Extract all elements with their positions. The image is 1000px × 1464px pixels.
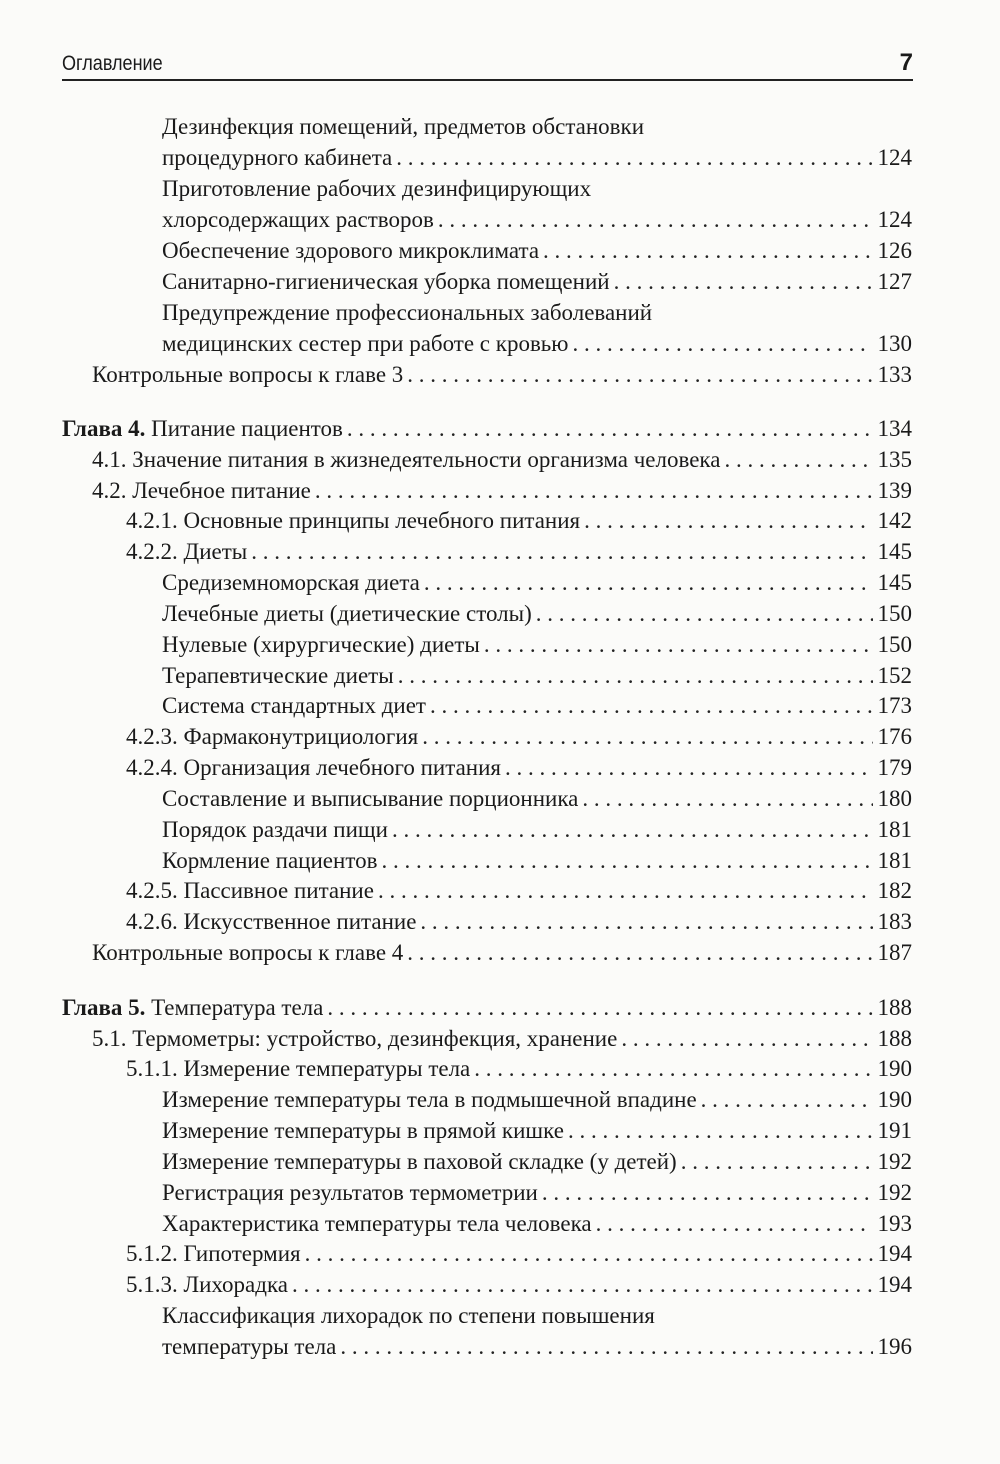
toc-entry-text: 5.1.3. Лихорадка bbox=[126, 1272, 288, 1297]
leader-dots bbox=[347, 415, 873, 443]
toc-entry-page: 150 bbox=[877, 601, 912, 626]
toc-entry bbox=[126, 1271, 912, 1301]
leader-dots bbox=[340, 1333, 872, 1361]
toc-entry-text: 4.2.1. Основные принципы лечебного питания bbox=[126, 508, 581, 533]
toc-entry bbox=[162, 847, 912, 877]
toc-entry bbox=[162, 1179, 912, 1209]
leader-dots bbox=[407, 939, 872, 967]
toc-entry bbox=[126, 507, 912, 537]
toc-entry bbox=[162, 1333, 912, 1363]
toc-entry-text: Кормление пациентов bbox=[162, 848, 378, 873]
leader-dots bbox=[724, 446, 872, 474]
toc-entry-page: 180 bbox=[877, 786, 912, 811]
leader-dots bbox=[398, 662, 873, 690]
toc-entry-text: 4.1. Значение питания в жизнедеятельности организма человека bbox=[92, 447, 721, 472]
toc-entry bbox=[92, 1025, 912, 1055]
toc-entry-page: 127 bbox=[877, 269, 912, 294]
toc-entry bbox=[162, 144, 912, 174]
leader-dots bbox=[424, 569, 873, 597]
toc-entry-page: 191 bbox=[877, 1118, 912, 1143]
toc-entry bbox=[92, 446, 912, 476]
toc-entry bbox=[162, 1117, 912, 1147]
toc-entry bbox=[162, 1148, 912, 1178]
toc-entry-page: 194 bbox=[877, 1272, 912, 1297]
leader-dots bbox=[474, 1055, 872, 1083]
toc-entry-text: 5.1.2. Гипотермия bbox=[126, 1241, 301, 1266]
toc-entry-text: Контрольные вопросы к главе 4 bbox=[92, 940, 404, 965]
toc-entry-text: Терапевтические диеты bbox=[162, 663, 394, 688]
toc-entry-text: 5.1.1. Измерение температуры тела bbox=[126, 1056, 471, 1081]
toc-entry-text: Контрольные вопросы к главе 3 bbox=[92, 362, 404, 387]
toc-entry-text: Средиземноморская диета bbox=[162, 570, 420, 595]
toc-entry-page: 192 bbox=[877, 1149, 912, 1174]
toc-entry-text: Нулевые (хирургические) диеты bbox=[162, 632, 480, 657]
toc-entry-text: Измерение температуры в паховой складке (у детей) bbox=[162, 1149, 677, 1174]
chapter-label: Глава 4. bbox=[62, 416, 146, 441]
leader-dots bbox=[407, 361, 872, 389]
toc-entry bbox=[162, 113, 912, 143]
toc-entry bbox=[126, 908, 912, 938]
toc-entry-page: 196 bbox=[877, 1334, 912, 1359]
toc-entry bbox=[162, 816, 912, 846]
leader-dots bbox=[422, 723, 872, 751]
toc-entry bbox=[126, 1055, 912, 1085]
toc-entry-page: 139 bbox=[877, 478, 912, 503]
toc-entry-page: 150 bbox=[877, 632, 912, 657]
toc-entry bbox=[162, 268, 912, 298]
leader-dots bbox=[542, 1179, 873, 1207]
leader-dots bbox=[543, 237, 872, 265]
toc-entry bbox=[162, 330, 912, 360]
toc-entry-page: 188 bbox=[877, 1026, 912, 1051]
toc-entry-text: Система стандартных диет bbox=[162, 693, 426, 718]
toc-entry bbox=[162, 206, 912, 236]
toc-entry-page: 188 bbox=[877, 995, 912, 1020]
toc-entry-page: 181 bbox=[877, 817, 912, 842]
toc-entry-text: 4.2. Лечебное питание bbox=[92, 478, 311, 503]
chapter-label: Глава 5. bbox=[62, 995, 146, 1020]
leader-dots bbox=[572, 330, 872, 358]
toc-entry-text: Приготовление рабочих дезинфицирующих bbox=[162, 176, 592, 201]
toc-entry-text: Составление и выписывание порционника bbox=[162, 786, 579, 811]
leader-dots bbox=[596, 1210, 873, 1238]
running-header-title: Оглавление bbox=[62, 52, 163, 75]
toc-entry bbox=[162, 1302, 912, 1332]
toc-entry-text: Предупреждение профессиональных заболеваний bbox=[162, 300, 653, 325]
toc-entry-text: Измерение температуры в прямой кишке bbox=[162, 1118, 564, 1143]
toc-entry bbox=[162, 662, 912, 692]
toc-entry-text: хлорсодержащих растворов bbox=[162, 207, 434, 232]
toc-entry-text: Дезинфекция помещений, предметов обстановки bbox=[162, 114, 645, 139]
toc-entry-page: 181 bbox=[877, 848, 912, 873]
toc-entry-text: 4.2.3. Фармаконутрициология bbox=[126, 724, 419, 749]
toc-entry-page: 190 bbox=[877, 1056, 912, 1081]
leader-dots bbox=[681, 1148, 873, 1176]
toc-entry-page: 182 bbox=[877, 878, 912, 903]
leader-dots bbox=[582, 785, 872, 813]
leader-dots bbox=[621, 1025, 872, 1053]
toc-entry bbox=[126, 1240, 912, 1270]
leader-dots bbox=[420, 908, 872, 936]
toc-entry-text: Классификация лихорадок по степени повышения bbox=[162, 1303, 655, 1328]
toc-chapter bbox=[62, 994, 912, 1024]
toc-entry-text: 4.2.4. Организация лечебного питания bbox=[126, 755, 501, 780]
toc-entry-page: 145 bbox=[877, 570, 912, 595]
toc-entry bbox=[126, 877, 912, 907]
toc-entry-page: 145 bbox=[877, 539, 912, 564]
toc-entry-page: 152 bbox=[877, 663, 912, 688]
toc-entry-page: 179 bbox=[877, 755, 912, 780]
toc-entry-text: Температура тела bbox=[151, 995, 324, 1020]
toc-entry bbox=[162, 237, 912, 267]
toc-entry bbox=[92, 361, 912, 391]
toc-entry bbox=[162, 785, 912, 815]
toc-entry bbox=[162, 692, 912, 722]
toc-entry bbox=[162, 569, 912, 599]
leader-dots bbox=[568, 1117, 873, 1145]
leader-dots bbox=[396, 144, 872, 172]
toc-entry-text: Питание пациентов bbox=[151, 416, 343, 441]
leader-dots bbox=[315, 477, 873, 505]
toc-entry-text: 4.2.2. Диеты bbox=[126, 539, 248, 564]
running-header bbox=[62, 49, 913, 81]
toc-entry bbox=[162, 175, 912, 205]
toc-entry-text: Регистрация результатов термометрии bbox=[162, 1180, 538, 1205]
toc-entry bbox=[126, 538, 912, 568]
toc-entry bbox=[162, 631, 912, 661]
toc-entry bbox=[162, 299, 912, 329]
toc-entry bbox=[162, 1210, 912, 1240]
toc-entry-page: 126 bbox=[877, 238, 912, 263]
toc-entry-page: 124 bbox=[877, 207, 912, 232]
leader-dots bbox=[536, 600, 873, 628]
toc-entry-page: 142 bbox=[877, 508, 912, 533]
leader-dots bbox=[438, 206, 873, 234]
toc-entry-page: 193 bbox=[877, 1211, 912, 1236]
toc-entry-text: 4.2.5. Пассивное питание bbox=[126, 878, 374, 903]
leader-dots bbox=[381, 847, 872, 875]
toc-entry-page: 192 bbox=[877, 1180, 912, 1205]
leader-dots bbox=[327, 994, 872, 1022]
toc-entry bbox=[92, 939, 912, 969]
toc-entry-page: 130 bbox=[877, 331, 912, 356]
page-number: 7 bbox=[899, 49, 913, 76]
toc-entry bbox=[92, 477, 912, 507]
toc-entry-text: Лечебные диеты (диетические столы) bbox=[162, 601, 532, 626]
leader-dots bbox=[392, 816, 873, 844]
toc-entry bbox=[126, 754, 912, 784]
leader-dots bbox=[701, 1086, 873, 1114]
toc-entry-text: медицинских сестер при работе с кровью bbox=[162, 331, 569, 356]
toc-entry-page: 135 bbox=[877, 447, 912, 472]
toc-entry-text: Измерение температуры тела в подмышечной впадине bbox=[162, 1087, 697, 1112]
toc-entry-text: процедурного кабинета bbox=[162, 145, 393, 170]
toc-entry-text: 5.1. Термометры: устройство, дезинфекция, хранение bbox=[92, 1026, 618, 1051]
leader-dots bbox=[378, 877, 873, 905]
leader-dots bbox=[305, 1240, 873, 1268]
toc-entry-text: Санитарно-гигиеническая уборка помещений bbox=[162, 269, 610, 294]
toc-chapter bbox=[62, 415, 912, 445]
toc-entry-page: 173 bbox=[877, 693, 912, 718]
leader-dots bbox=[430, 692, 873, 720]
toc-entry-page: 187 bbox=[877, 940, 912, 965]
toc-entry-text: 4.2.6. Искусственное питание bbox=[126, 909, 417, 934]
toc-entry bbox=[162, 1086, 912, 1116]
toc-entry-text: Порядок раздачи пищи bbox=[162, 817, 388, 842]
toc-entry bbox=[162, 600, 912, 630]
leader-dots bbox=[251, 538, 872, 566]
leader-dots bbox=[584, 507, 872, 535]
toc-entry bbox=[126, 723, 912, 753]
toc-entry-page: 190 bbox=[877, 1087, 912, 1112]
toc-entry-text: температуры тела bbox=[162, 1334, 337, 1359]
toc-entry-page: 176 bbox=[877, 724, 912, 749]
toc-entry-text: Обеспечение здорового микроклимата bbox=[162, 238, 540, 263]
toc-entry-text: Характеристика температуры тела человека bbox=[162, 1211, 592, 1236]
leader-dots bbox=[614, 268, 873, 296]
toc-entry-page: 124 bbox=[877, 145, 912, 170]
leader-dots bbox=[292, 1271, 873, 1299]
toc-entry-page: 194 bbox=[877, 1241, 912, 1266]
toc-entry-page: 133 bbox=[877, 362, 912, 387]
toc-entry-page: 183 bbox=[877, 909, 912, 934]
toc-entry-page: 134 bbox=[877, 416, 912, 441]
leader-dots bbox=[484, 631, 873, 659]
leader-dots bbox=[505, 754, 873, 782]
